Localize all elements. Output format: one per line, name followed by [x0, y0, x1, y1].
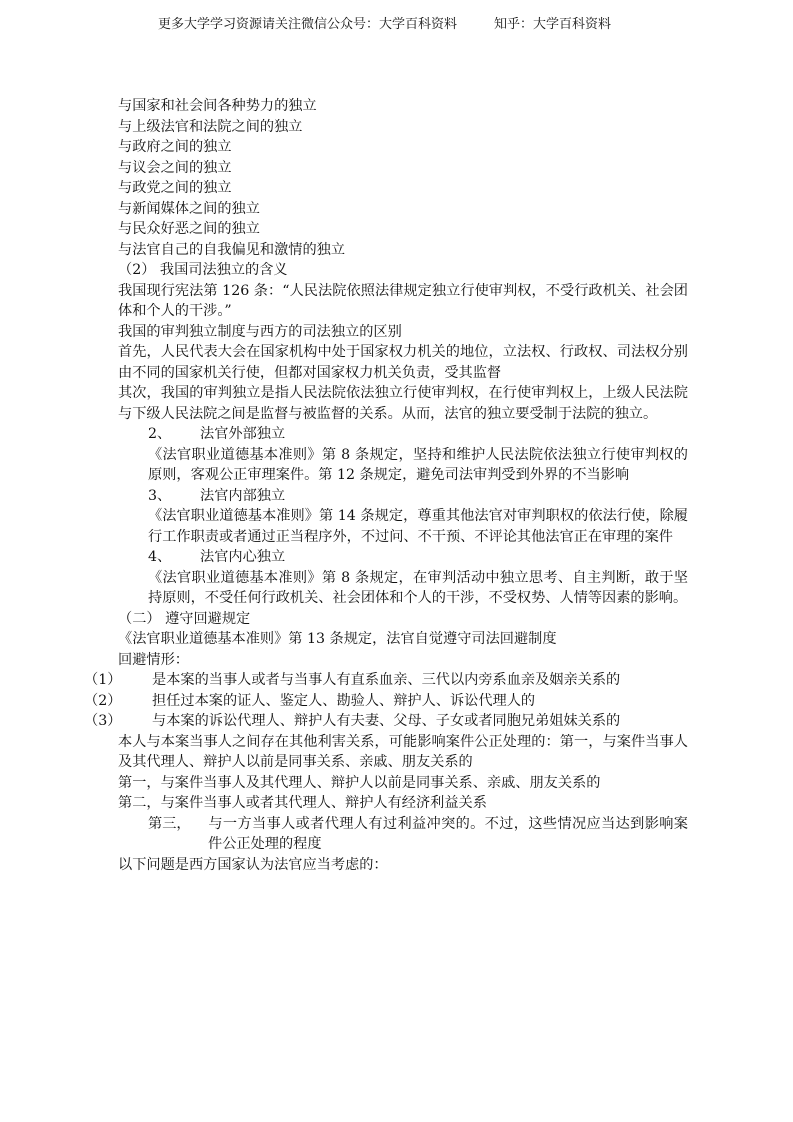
text-line: 与新闻媒体之间的独立 [118, 200, 260, 217]
subsection-title: 法官外部独立 [200, 426, 286, 442]
text-line: 与上级法官和法院之间的独立 [118, 118, 303, 135]
list-text: 是本案的当事人或者与当事人有直系血亲、三代以内旁系血亲及姻亲关系的 [152, 672, 621, 688]
header-right-text: 知乎：大学百科资料 [494, 17, 612, 32]
subsection-number: 2、 [148, 426, 172, 442]
paragraph: 我国现行宪法第 126 条：“人民法院依照法律规定独立行使审判权，不受行政机关、社会团体和个人的干涉。” [118, 282, 688, 319]
paragraph: 其次，我国的审判独立是指人民法院依法独立行使审判权，在行使审判权上，上级人民法院与下级人民法院之间是监督与被监督的关系。从而，法官的独立要受制于法院的独立。 [118, 385, 688, 422]
list-text: 担任过本案的证人、鉴定人、勘验人、辩护人、诉讼代理人的 [152, 692, 536, 709]
paragraph: 《法官职业道德基本准则》第 8 条规定，在审判活动中独立思考、自主判断，敢于坚持原则，不受任何行政机关、社会团体和个人的干涉，不受权势、人情等因素的影响。 [148, 569, 688, 606]
subsection-title: 法官内部独立 [200, 487, 286, 504]
text-line: 与政党之间的独立 [118, 180, 232, 196]
paragraph: 本人与本案当事人之间存在其他利害关系，可能影响案件公正处理的：第一，与案件当事人及其代理人、辩护人以前是同事关系、亲戚、朋友关系的 [118, 733, 688, 770]
text-line: 《法官职业道德基本准则》第 13 条规定，法官自觉遵守司法回避制度 [118, 631, 557, 647]
list-item [84, 711, 688, 732]
header-left-text: 更多大学学习资源请关注微信公众号：大学百科资料 [158, 17, 458, 32]
list-item [84, 691, 688, 712]
subsection-heading [118, 486, 688, 507]
text-line: 以下问题是西方国家认为法官应当考虑的： [118, 856, 388, 873]
text-line: 回避情形： [118, 651, 189, 668]
section-heading: 我国的审判独立制度与西方的司法独立的区别 [118, 323, 402, 340]
list-item [118, 814, 688, 855]
text-line: 与政府之间的独立 [118, 139, 232, 155]
list-text: 与本案的诉讼代理人、辩护人有夫妻、父母、子女或者同胞兄弟姐妹关系的 [152, 713, 621, 729]
text-line: 第一，与案件当事人及其代理人、辩护人以前是同事关系、亲戚、朋友关系的 [118, 774, 601, 791]
paragraph: 首先，人民代表大会在国家机构中处于国家权力机关的地位，立法权、行政权、司法权分别由不同的国家机关行使，但都对国家权力机关负责，受其监督 [118, 344, 688, 381]
list-number: （3） [84, 713, 122, 729]
text-line: 第二，与案件当事人或者其代理人、辩护人有经济利益关系 [118, 795, 487, 811]
list-number: 第三， [148, 815, 191, 832]
subsection-number: 4、 [148, 549, 172, 565]
text-line: 与法官自己的自我偏见和激情的独立 [118, 241, 346, 258]
text-line: 与民众好恶之间的独立 [118, 221, 260, 237]
list-text: 与一方当事人或者代理人有过利益冲突的。不过，这些情况应当达到影响案件公正处理的程度 [208, 815, 688, 852]
document-body [84, 96, 688, 875]
subsection-heading [118, 547, 688, 568]
section-heading: （二） 遵守回避规定 [118, 610, 251, 627]
list-item [84, 670, 688, 691]
subsection-title: 法官内心独立 [200, 549, 286, 565]
text-line: 与议会之间的独立 [118, 159, 232, 176]
paragraph: 《法官职业道德基本准则》第 8 条规定，坚持和维护人民法院依法独立行使审判权的原则，客观公正审理案件。第 12 条规定，避免司法审判受到外界的不当影响 [148, 446, 688, 483]
list-number: （1） [84, 672, 122, 688]
subsection-number: 3、 [148, 487, 172, 504]
section-heading: （2） 我国司法独立的含义 [118, 262, 288, 278]
paragraph: 《法官职业道德基本准则》第 14 条规定，尊重其他法官对审判职权的依法行使，除履行工作职责或者通过正当程序外，不过问、不干预、不评论其他法官正在审理的案件 [148, 508, 688, 545]
text-line: 与国家和社会间各种势力的独立 [118, 98, 317, 114]
list-number: （2） [84, 692, 122, 709]
subsection-heading [118, 424, 688, 445]
